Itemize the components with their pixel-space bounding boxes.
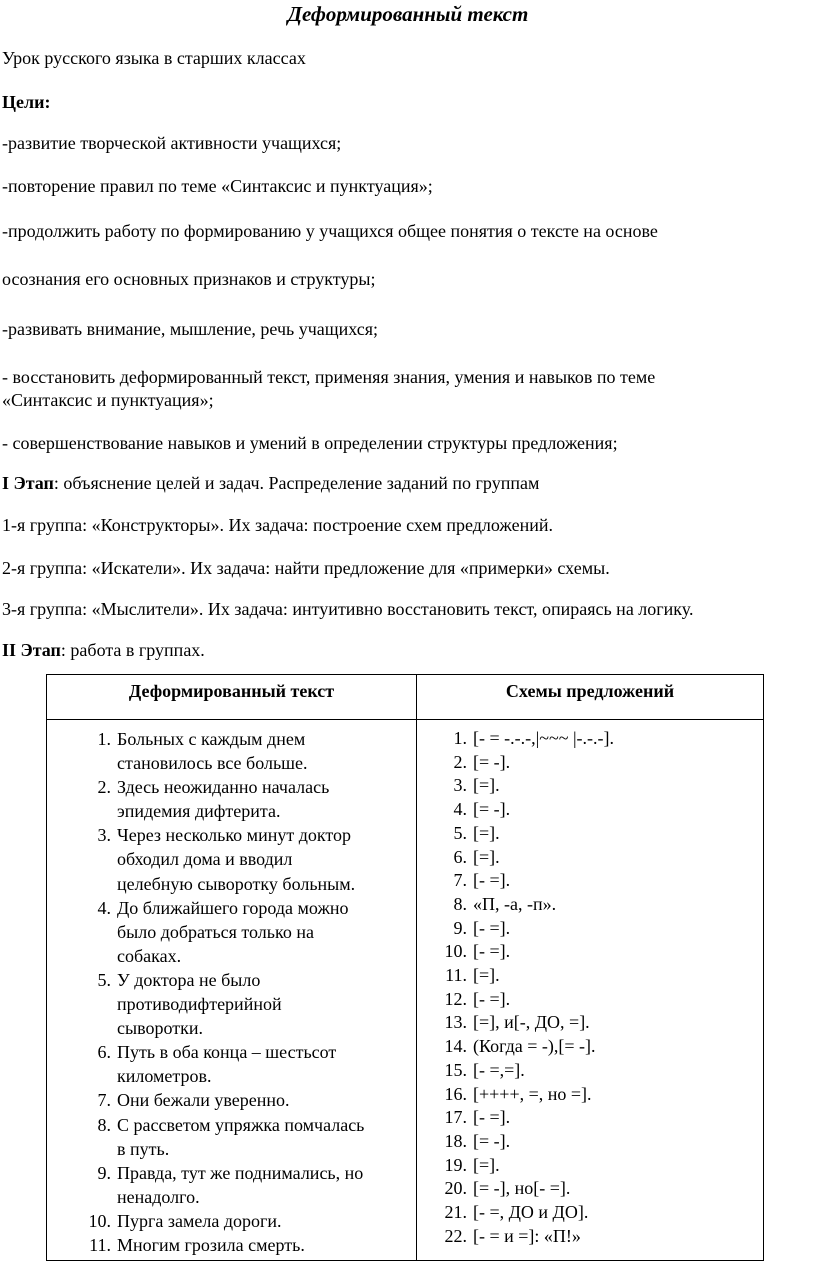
scheme-item: [453, 774, 763, 798]
scheme-item: [444, 1130, 763, 1154]
sentence-line: У доктора не было: [117, 969, 261, 990]
sentence-line: становилось все больше.: [117, 753, 308, 774]
sentence-number: 4.: [97, 897, 111, 918]
scheme-text: [= -].: [473, 799, 511, 820]
sentence-line: было добраться только на: [117, 921, 314, 942]
scheme-number: 13.: [444, 1012, 467, 1033]
scheme-text: [- =].: [473, 917, 511, 938]
goal-line: -развивать внимание, мышление, речь учащихся;: [2, 319, 379, 339]
sentence-number: 1.: [97, 729, 111, 749]
sentence-item: [97, 727, 416, 775]
scheme-number: 22.: [444, 1225, 467, 1246]
scheme-number: 12.: [444, 988, 467, 1009]
sentence-line: До ближайшего города можно: [117, 897, 349, 918]
scheme-number: 16.: [444, 1083, 467, 1104]
scheme-text: [=].: [473, 1154, 500, 1175]
sentence-line: Путь в оба конца – шестьсот: [117, 1042, 337, 1063]
scheme-number: 15.: [444, 1059, 467, 1080]
scheme-item: [444, 1177, 763, 1201]
sentence-number: 5.: [97, 969, 111, 990]
scheme-number: 3.: [453, 775, 467, 796]
scheme-number: 6.: [453, 846, 467, 867]
goal-line: -развитие творческой активности учащихся;: [2, 133, 342, 153]
scheme-item: [453, 869, 763, 893]
sentence-number: 2.: [97, 777, 111, 798]
subtitle: Урок русского языка в старших классах: [2, 48, 306, 68]
scheme-item: [444, 1035, 763, 1059]
stage-1: [2, 472, 539, 494]
scheme-text: [= -].: [473, 1130, 511, 1151]
sentence-item: [97, 896, 416, 968]
sentence-number: 9.: [97, 1162, 111, 1183]
stage-1-label: I Этап: [2, 473, 54, 493]
scheme-item: [444, 940, 763, 964]
scheme-text: [=].: [473, 846, 500, 867]
sentence-line: в путь.: [117, 1138, 170, 1159]
group-line: 1-я группа: «Конструкторы». Их задача: построение схем предложений.: [2, 515, 554, 535]
column-header-schemes: Схемы предложений: [417, 675, 764, 720]
table-body-row: [47, 720, 764, 1261]
group-line: 2-я группа: «Искатели». Их задача: найти предложение для «примерки» схемы.: [2, 558, 610, 578]
scheme-item: [444, 1011, 763, 1035]
goal-line: - восстановить деформированный текст, применяя знания, умения и навыков по теме: [2, 367, 656, 387]
sentence-item: [88, 1209, 416, 1233]
sentence-line: Здесь неожиданно началась: [117, 777, 330, 798]
scheme-item: [453, 893, 763, 917]
goal-line: осознания его основных признаков и структуры;: [2, 269, 376, 289]
sentence-item: [97, 775, 416, 823]
scheme-number: 11.: [445, 965, 467, 986]
scheme-text: [=], и[-, ДО, =].: [473, 1012, 590, 1033]
scheme-text: [- =].: [473, 870, 511, 891]
sentence-line: целебную сыворотку больным.: [117, 873, 356, 894]
scheme-text: [=].: [473, 822, 500, 843]
sentence-number: 3.: [97, 825, 111, 846]
sentences-list: [47, 720, 416, 1257]
scheme-text: [- =].: [473, 988, 511, 1009]
goals-heading-text: Цели:: [2, 92, 51, 112]
scheme-number: 7.: [453, 870, 467, 891]
scheme-number: 19.: [444, 1154, 467, 1175]
scheme-number: 4.: [453, 799, 467, 820]
scheme-text: [- = -.-.-,|~~~ |-.-.-].: [473, 728, 615, 748]
scheme-number: 10.: [444, 941, 467, 962]
goal-line: «Синтаксис и пунктуация»;: [2, 390, 214, 410]
scheme-item: [444, 988, 763, 1012]
scheme-text: «П, -а, -п».: [473, 893, 557, 914]
scheme-item: [444, 1106, 763, 1130]
sentence-line: Пурга замела дороги.: [117, 1210, 282, 1231]
sentence-line: Правда, тут же поднимались, но: [117, 1162, 364, 1183]
scheme-item: [445, 964, 763, 988]
scheme-text: [=].: [473, 965, 500, 986]
scheme-text: (Когда = -),[= -].: [473, 1036, 596, 1057]
scheme-number: 21.: [444, 1202, 467, 1223]
sentence-number: 6.: [97, 1042, 111, 1063]
scheme-number: 8.: [453, 893, 467, 914]
scheme-item: [453, 727, 763, 751]
sentence-number: 11.: [89, 1234, 111, 1255]
scheme-item: [453, 751, 763, 775]
sentence-line: Через несколько минут доктор: [117, 825, 351, 846]
sentence-number: 10.: [88, 1210, 111, 1231]
sentence-line: ненадолго.: [117, 1186, 200, 1207]
goals-heading: [2, 91, 50, 113]
sentence-line: эпидемия дифтерита.: [117, 801, 281, 822]
goal-line: -продолжить работу по формированию у учащихся общее понятия о тексте на основе: [2, 221, 658, 241]
sentence-item: [97, 1088, 416, 1112]
sentence-line: противодифтерийной: [117, 994, 282, 1015]
stage-1-text: : объяснение целей и задач. Распределение заданий по группам: [53, 473, 540, 493]
scheme-item: [444, 1201, 763, 1225]
exercise-table: [46, 674, 764, 1261]
sentence-number: 7.: [97, 1090, 111, 1111]
scheme-number: 14.: [444, 1036, 467, 1057]
scheme-number: 1.: [453, 728, 467, 748]
sentence-item: [97, 1040, 416, 1088]
scheme-text: [- =].: [473, 1107, 511, 1128]
scheme-number: 5.: [453, 822, 467, 843]
sentence-item: [89, 1233, 416, 1257]
sentence-item: [97, 823, 416, 895]
schemes-cell: [417, 720, 764, 1261]
schemes-list: [417, 720, 763, 1248]
stage-2: [2, 639, 205, 661]
sentence-number: 8.: [97, 1114, 111, 1135]
scheme-item: [444, 1059, 763, 1083]
sentence-item: [97, 1113, 416, 1161]
goal-line: -повторение правил по теме «Синтаксис и пунктуация»;: [2, 176, 433, 196]
sentence-item: [97, 1161, 416, 1209]
table-header-row: [47, 675, 764, 720]
sentence-line: Больных с каждым днем: [117, 729, 306, 749]
scheme-number: 2.: [453, 751, 467, 772]
scheme-text: [= -], но[- =].: [473, 1178, 571, 1199]
scheme-item: [444, 1154, 763, 1178]
scheme-text: [- = и =]: «П!»: [473, 1225, 581, 1246]
goal-line: - совершенствование навыков и умений в определении структуры предложения;: [2, 433, 618, 453]
stage-2-label: II Этап: [2, 640, 61, 660]
sentences-cell: [47, 720, 417, 1261]
sentence-item: [97, 968, 416, 1040]
column-header-text: Деформированный текст: [47, 675, 417, 720]
scheme-text: [- =,=].: [473, 1059, 525, 1080]
scheme-item: [453, 846, 763, 870]
group-line: 3-я группа: «Мыслители». Их задача: интуитивно восстановить текст, опираясь на логику.: [2, 599, 694, 619]
scheme-item: [444, 1225, 763, 1249]
scheme-text: [++++, =, но =].: [473, 1083, 592, 1104]
scheme-number: 9.: [453, 917, 467, 938]
scheme-text: [- =].: [473, 941, 511, 962]
scheme-number: 20.: [444, 1178, 467, 1199]
sentence-line: километров.: [117, 1066, 212, 1087]
scheme-text: [= -].: [473, 751, 511, 772]
sentence-line: Многим грозила смерть.: [117, 1234, 305, 1255]
sentence-line: сыворотки.: [117, 1018, 203, 1039]
scheme-item: [444, 1083, 763, 1107]
scheme-number: 17.: [444, 1107, 467, 1128]
sentence-line: С рассветом упряжка помчалась: [117, 1114, 365, 1135]
scheme-number: 18.: [444, 1130, 467, 1151]
sentence-line: обходил дома и вводил: [117, 849, 293, 870]
sentence-line: Они бежали уверенно.: [117, 1090, 290, 1111]
page-title: Деформированный текст: [287, 2, 529, 26]
scheme-item: [453, 822, 763, 846]
scheme-item: [453, 917, 763, 941]
scheme-item: [453, 798, 763, 822]
scheme-text: [- =, ДО и ДО].: [473, 1202, 589, 1223]
sentence-line: собаках.: [117, 945, 182, 966]
stage-2-text: : работа в группах.: [60, 640, 205, 660]
scheme-text: [=].: [473, 775, 500, 796]
